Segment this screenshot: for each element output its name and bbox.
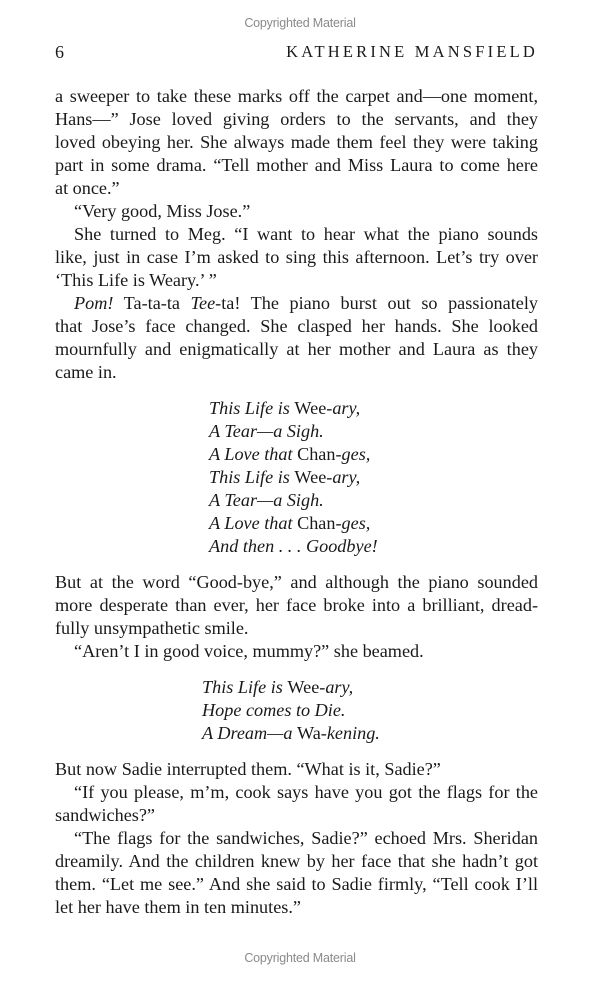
- italic-text: A Tear—a Sigh.: [209, 421, 324, 441]
- verse-line: [209, 466, 538, 489]
- text-line: “Very good, Miss Jose.”: [74, 201, 251, 221]
- roman-text: -ta! The piano burst out so passionately: [215, 293, 538, 313]
- text-line: She turned to Meg. “I want to hear what the piano sounds: [74, 224, 538, 244]
- roman-text: Chan-: [297, 444, 342, 464]
- verse-line: [202, 722, 538, 745]
- italic-text: This Life is: [209, 398, 295, 418]
- text-line: But at the word “Good-bye,” and although the piano sounded: [55, 572, 538, 592]
- text-line: ‘This Life is Weary.’ ”: [55, 270, 217, 290]
- verse-line: [209, 489, 538, 512]
- italic-text: A Love that: [209, 444, 298, 464]
- text-line: sandwiches?”: [55, 805, 155, 825]
- italic-text: ges,: [341, 444, 371, 464]
- italic-text: And then . . . Goodbye!: [209, 536, 378, 556]
- text-line: more desperate than ever, her face broke into a brilliant, dread-: [55, 595, 538, 615]
- text-line: “If you please, m’m, cook says have you got the flags for the: [74, 782, 538, 802]
- verse-line: [202, 699, 538, 722]
- text-line: part in some drama. “Tell mother and Miss Laura to come here: [55, 155, 538, 175]
- italic-text: ary,: [325, 677, 354, 697]
- italic-text: kening.: [326, 723, 380, 743]
- text-line: “The flags for the sandwiches, Sadie?” echoed Mrs. Sheridan: [74, 828, 538, 848]
- paragraph: [55, 200, 538, 223]
- page-number: 6: [55, 42, 64, 62]
- italic-text: This Life is: [202, 677, 288, 697]
- paragraph: [55, 827, 538, 919]
- text-line: But now Sadie interrupted them. “What is it, Sadie?”: [55, 759, 441, 779]
- roman-text: Ta-ta-ta: [113, 293, 191, 313]
- text-line: that Jose’s face changed. She clasped her hands. She looked: [55, 316, 538, 336]
- paragraph: [55, 223, 538, 292]
- text-line: loved obeying her. She always made them feel they were taking: [55, 132, 538, 152]
- copyright-watermark-top: Copyrighted Material: [244, 16, 356, 30]
- text-line: Hans—” Jose loved giving orders to the servants, and they: [55, 109, 538, 129]
- text-line: at once.”: [55, 178, 120, 198]
- verse-line: [202, 676, 538, 699]
- paragraph: [55, 640, 538, 663]
- verse-line: [209, 535, 538, 558]
- page-body: [55, 85, 538, 919]
- text-line: “Aren’t I in good voice, mummy?” she beamed.: [74, 641, 424, 661]
- verse-line: [209, 443, 538, 466]
- running-head: KATHERINE MANSFIELD: [286, 42, 538, 61]
- text-line: them. “Let me see.” And she said to Sadie firmly, “Tell cook I’ll: [55, 874, 538, 894]
- italic-text: Pom!: [74, 293, 114, 313]
- italic-text: ges,: [341, 513, 371, 533]
- verse-line: [209, 420, 538, 443]
- paragraph: [55, 571, 538, 640]
- text-line: [55, 292, 538, 315]
- paragraph: [55, 292, 538, 384]
- text-line: let her have them in ten minutes.”: [55, 897, 301, 917]
- italic-text: A Tear—a Sigh.: [209, 490, 324, 510]
- verse-line: [209, 512, 538, 535]
- verse-stanza: [55, 676, 538, 745]
- paragraph: [55, 758, 538, 781]
- italic-text: A Love that: [209, 513, 298, 533]
- paragraph: [55, 85, 538, 200]
- text-line: fully unsympathetic smile.: [55, 618, 249, 638]
- roman-text: Wee-: [294, 398, 333, 418]
- roman-text: Wee-: [294, 467, 333, 487]
- italic-text: This Life is: [209, 467, 295, 487]
- paragraph: [55, 781, 538, 827]
- text-line: mournfully and enigmatically at her mother and Laura as they: [55, 339, 538, 359]
- italic-text: Hope comes to Die.: [202, 700, 346, 720]
- text-line: dreamily. And the children knew by her face that she hadn’t got: [55, 851, 538, 871]
- italic-text: ary,: [332, 398, 361, 418]
- roman-text: Chan-: [297, 513, 342, 533]
- text-line: came in.: [55, 362, 117, 382]
- text-line: like, just in case I’m asked to sing this afternoon. Let’s try over: [55, 247, 538, 267]
- copyright-watermark-bottom: Copyrighted Material: [244, 951, 356, 965]
- italic-text: A Dream—a: [202, 723, 297, 743]
- verse-stanza: [55, 397, 538, 558]
- italic-text: ary,: [332, 467, 361, 487]
- roman-text: Wa-: [296, 723, 327, 743]
- italic-text: Tee: [190, 293, 216, 313]
- roman-text: Wee-: [287, 677, 326, 697]
- verse-line: [209, 397, 538, 420]
- text-line: a sweeper to take these marks off the carpet and—one moment,: [55, 86, 538, 106]
